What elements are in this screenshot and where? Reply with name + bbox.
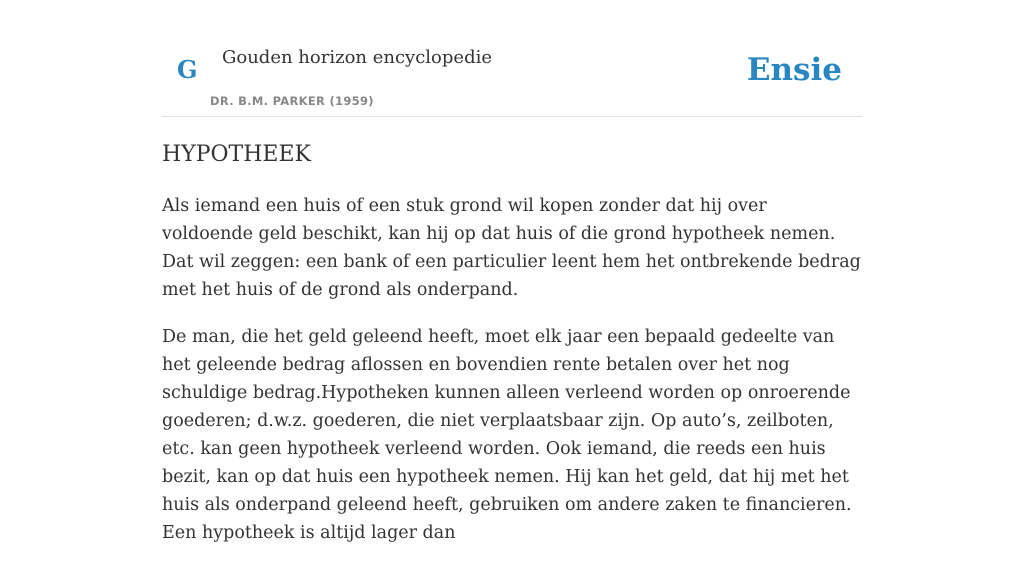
page: [162, 0, 862, 543]
book-author: DR. B.M. PARKER (1959): [210, 94, 374, 108]
entry-paragraph: De man, die het geld geleend heeft, moet elk jaar een bepaald gedeelte van het geleende bedrag aflossen en bovendien rente betalen over het nog schuldige bedrag.Hypotheken kunnen alleen verleend worden op onroerende goederen; d.w.z. goederen, die niet verplaatsbaar zijn. Op auto’s, zeilboten, etc. kan geen hypotheek verleend worden. Ook iemand, die reeds een huis bezit, kan op dat huis een hypotheek nemen. Hij kan het geld, dat hij met het huis als onderpand geleend heeft, gebruiken om andere zaken te financieren. Een hypotheek is altijd lager dan: [162, 327, 852, 543]
entry-title: HYPOTHEEK: [162, 142, 311, 167]
entry-paragraph: Als iemand een huis of een stuk grond wil kopen zonder dat hij over voldoende geld beschikt, kan hij op dat huis of die grond hypotheek nemen. Dat wil zeggen: een bank of een particulier leent hem het ontbrekende bedrag met het huis of de grond als onderpand.: [162, 196, 861, 300]
header: [162, 0, 862, 117]
book-logo-icon[interactable]: G: [177, 55, 198, 84]
entry-body: [162, 192, 862, 566]
book-title[interactable]: Gouden horizon encyclopedie: [222, 47, 492, 68]
brand-logo[interactable]: Ensie: [746, 52, 842, 88]
